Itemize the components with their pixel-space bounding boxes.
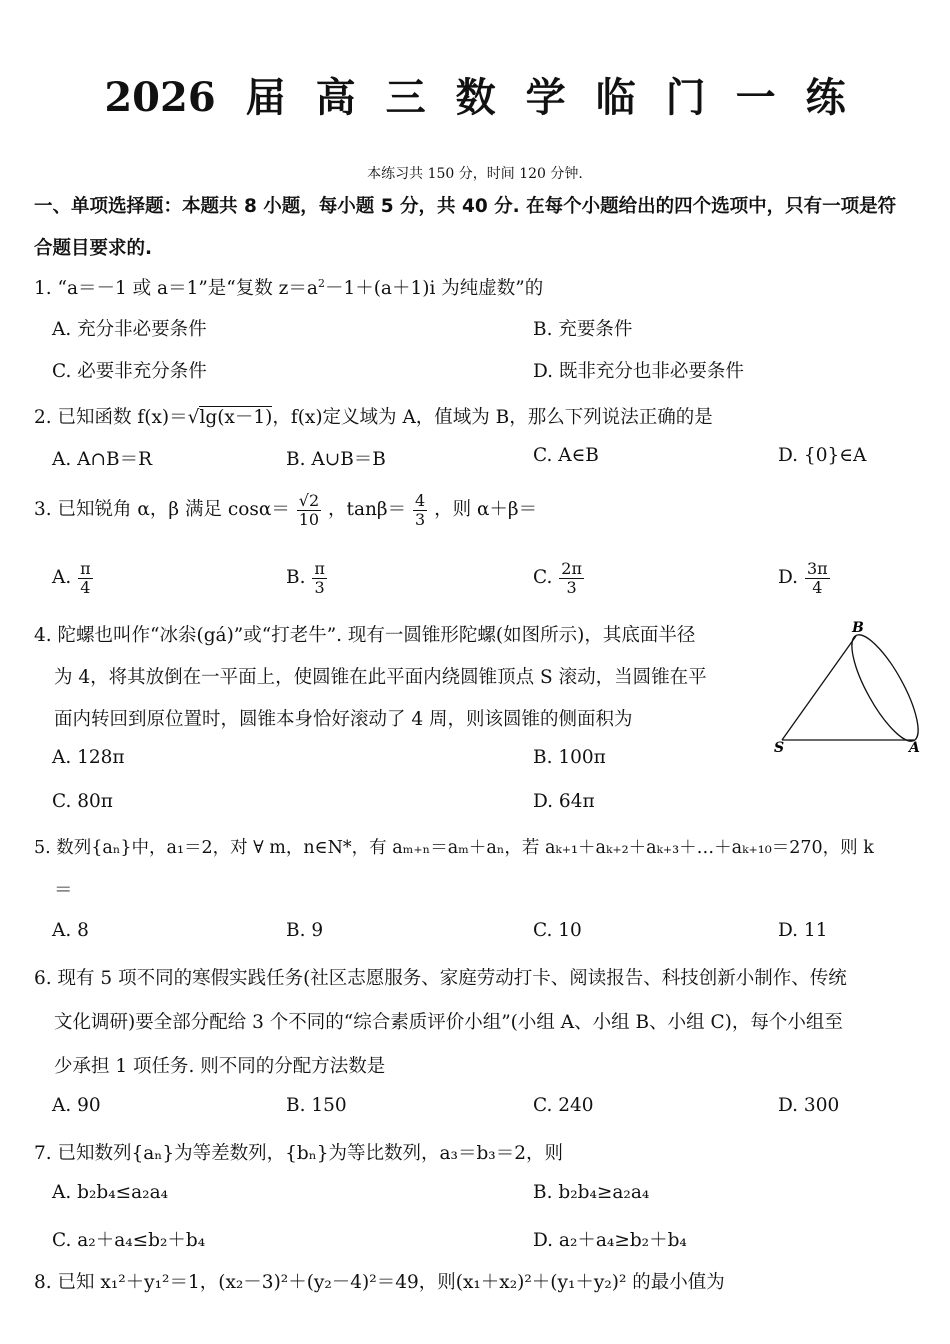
q7-option-b[interactable]: B. b₂b₄≥a₂a₄ — [533, 1182, 650, 1203]
question-5-stem-cont: ＝ — [54, 880, 73, 901]
q4-option-c[interactable]: C. 80π — [52, 791, 113, 812]
question-6-line2: 文化调研)要全部分配给 3 个不同的“综合素质评价小组”(小组 A、小组 B、小组 C)，每个小组至 — [54, 1012, 843, 1033]
frac-num: 3π — [806, 559, 828, 578]
title-char: 学 — [525, 74, 566, 121]
tan-den: 3 — [414, 509, 426, 529]
exam-note: 本练习共 150 分，时间 120 分钟. — [367, 166, 583, 182]
q2-radicand: lg(x－1) — [199, 407, 273, 428]
question-7-stem: 7. 已知数列{aₙ}为等差数列，{bₙ}为等比数列，a₃＝b₃＝2，则 — [34, 1143, 563, 1164]
q2-option-b[interactable]: B. A∪B＝B — [286, 449, 386, 470]
q3-stem-c: ，则 α＋β＝ — [434, 499, 538, 521]
label-a: A — [909, 740, 920, 754]
cone-edge-sb — [782, 636, 856, 740]
q4-option-b[interactable]: B. 100π — [533, 747, 606, 768]
cone-base-ellipse — [840, 627, 924, 749]
q6-option-b[interactable]: B. 150 — [286, 1095, 347, 1116]
q7-option-d[interactable]: D. a₂＋a₄≥b₂＋b₄ — [533, 1230, 687, 1251]
question-3-stem — [34, 492, 537, 528]
q7-option-c[interactable]: C. a₂＋a₄≤b₂＋b₄ — [52, 1230, 206, 1251]
q1-option-a[interactable]: A. 充分非必要条件 — [52, 319, 207, 340]
title-char: 数 — [455, 74, 496, 121]
q1-option-d[interactable]: D. 既非充分也非必要条件 — [533, 361, 744, 382]
cos-den: 10 — [298, 509, 320, 529]
frac-den: 3 — [566, 577, 577, 597]
frac-num: π — [80, 559, 91, 578]
q6-option-d[interactable]: D. 300 — [778, 1095, 840, 1116]
q1-exp: 2 — [317, 276, 325, 290]
frac-num: 2π — [561, 559, 582, 578]
option-fraction — [559, 560, 584, 596]
title-char: 临 — [595, 74, 636, 121]
question-4-line3: 面内转回到原位置时，圆锥本身恰好滚动了 4 周，则该圆锥的侧面积为 — [54, 709, 633, 730]
q3-stem-b: ，tanβ＝ — [328, 499, 407, 521]
q1-stem-a: 1. “a＝－1 或 a＝1”是“复数 z＝a — [34, 278, 318, 299]
frac-num: π — [314, 559, 325, 578]
title-char: 三 — [385, 74, 426, 121]
frac-den: 3 — [314, 577, 325, 597]
q1-option-c[interactable]: C. 必要非充分条件 — [52, 361, 207, 382]
page-title — [0, 66, 950, 123]
title-char: 届 — [245, 74, 286, 121]
q6-option-a[interactable]: A. 90 — [52, 1095, 101, 1116]
q5-option-a[interactable]: A. 8 — [52, 920, 89, 941]
question-8-stem: 8. 已知 x₁²＋y₁²＝1，(x₂－3)²＋(y₂－4)²＝49，则(x₁＋x₂)²＋(y₁＋y₂)² 的最小值为 — [34, 1272, 725, 1293]
title-char: 高 — [315, 74, 356, 121]
title-char: 一 — [735, 74, 776, 121]
option-fraction — [78, 560, 93, 596]
label-b: B — [852, 620, 864, 636]
cone-figure — [772, 618, 924, 754]
q7-option-a[interactable]: A. b₂b₄≤a₂a₄ — [52, 1182, 169, 1203]
q5-option-d[interactable]: D. 11 — [778, 920, 828, 941]
cos-fraction — [297, 492, 321, 528]
option-fraction — [805, 560, 830, 596]
q1-option-b[interactable]: B. 充要条件 — [533, 319, 633, 340]
q3-option-c[interactable] — [533, 560, 585, 596]
q2-option-c[interactable]: C. A∈B — [533, 445, 599, 466]
title-char: 门 — [665, 74, 706, 121]
question-5-stem: 5. 数列{aₙ}中，a₁＝2，对 ∀ m，n∈N*，有 aₘ₊ₙ＝aₘ＋aₙ，若 aₖ₊₁＋aₖ₊₂＋aₖ₊₃＋…＋aₖ₊₁₀＝270，则 k — [34, 838, 874, 858]
title-char: 2026 — [104, 74, 216, 121]
q2-option-d[interactable]: D. {0}∈A — [778, 445, 867, 466]
tan-num: 4 — [414, 491, 426, 510]
sqrt-sign: √ — [187, 407, 200, 428]
option-label: A. — [52, 567, 72, 589]
title-char: 练 — [805, 74, 846, 121]
section-heading-line1: 一、单项选择题：本题共 8 小题，每小题 5 分，共 40 分. 在每个小题给出的四个选项中，只有一项是符 — [34, 196, 897, 217]
question-2-stem — [34, 403, 713, 429]
option-label: C. — [533, 567, 553, 589]
q2-stem-b: ，f(x)定义域为 A，值域为 B，那么下列说法正确的是 — [272, 407, 713, 428]
option-fraction — [312, 560, 327, 596]
question-6-line1: 6. 现有 5 项不同的寒假实践任务(社区志愿服务、家庭劳动打卡、阅读报告、科技创新小制作、传统 — [34, 968, 847, 989]
question-6-line3: 少承担 1 项任务. 则不同的分配方法数是 — [54, 1056, 386, 1077]
question-4-line1: 4. 陀螺也叫作“冰尜(gá)”或“打老牛”. 现有一圆锥形陀螺(如图所示)，其底面半径 — [34, 625, 696, 646]
q3-option-a[interactable] — [52, 560, 94, 596]
frac-den: 4 — [812, 577, 823, 597]
q3-option-b[interactable] — [286, 560, 328, 596]
cos-num: √2 — [298, 491, 320, 510]
q6-option-c[interactable]: C. 240 — [533, 1095, 594, 1116]
tan-fraction — [413, 492, 427, 528]
q5-option-b[interactable]: B. 9 — [286, 920, 324, 941]
option-label: B. — [286, 567, 306, 589]
frac-den: 4 — [80, 577, 91, 597]
q2-stem-a: 2. 已知函数 f(x)＝ — [34, 407, 188, 428]
section-heading-line2: 合题目要求的. — [34, 238, 153, 259]
label-s: S — [774, 740, 785, 754]
q2-option-a[interactable]: A. A∩B＝R — [52, 449, 153, 470]
question-4-line2: 为 4，将其放倒在一平面上，使圆锥在此平面内绕圆锥顶点 S 滚动，当圆锥在平 — [54, 667, 707, 688]
q4-option-d[interactable]: D. 64π — [533, 791, 595, 812]
q5-option-c[interactable]: C. 10 — [533, 920, 582, 941]
q3-stem-a: 3. 已知锐角 α，β 满足 cosα＝ — [34, 499, 290, 521]
option-label: D. — [778, 567, 799, 589]
q3-option-d[interactable] — [778, 560, 831, 596]
q4-option-a[interactable]: A. 128π — [52, 747, 125, 768]
question-1-stem — [34, 274, 543, 300]
q1-stem-b: －1＋(a＋1)i 为纯虚数”的 — [324, 278, 544, 299]
